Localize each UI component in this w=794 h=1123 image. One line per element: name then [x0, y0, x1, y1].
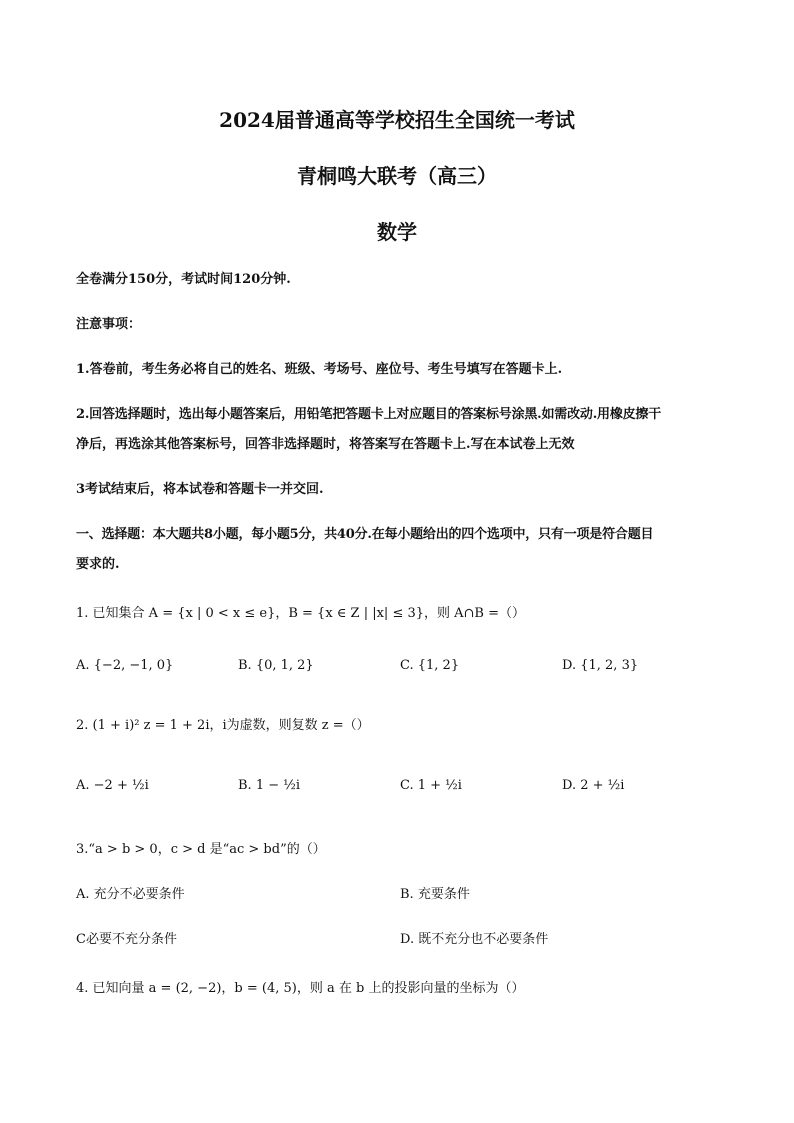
note-2-line-1: 2.回答选择题时，选出每小题答案后，用铅笔把答题卡上对应题目的答案标号涂黑.如需改动.用橡皮擦干 — [76, 407, 662, 422]
option-b: B. {0, 1, 2} — [238, 658, 314, 673]
option-b: B. 充要条件 — [400, 887, 470, 902]
section-1-line-2: 要求的. — [76, 557, 120, 572]
exam-title: 2024届普通高等学校招生全国统一考试 — [219, 108, 575, 132]
note-3: 3考试结束后，将本试卷和答题卡一并交回. — [76, 482, 324, 497]
option-a: A. {−2, −1, 0} — [76, 658, 174, 673]
option-c: C. 1 + ½i — [400, 778, 462, 793]
section-1-line-1: 一、选择题：本大题共8小题，每小题5分，共40分.在每小题给出的四个选项中，只有一项是符合题目 — [76, 527, 654, 542]
question-stem: 4. 已知向量 a = (2, −2)，b = (4, 5)，则 a 在 b 上的投影向量的坐标为（） — [76, 981, 525, 996]
note-2-line-2: 净后，再选涂其他答案标号，回答非选择题时，将答案写在答题卡上.写在本试卷上无效 — [76, 437, 575, 452]
option-d: D. {1, 2, 3} — [562, 658, 639, 673]
exam-subtitle: 青桐鸣大联考（高三） — [297, 164, 497, 188]
question-stem: 1. 已知集合 A = {x | 0 < x ≤ e}，B = {x ∈ Z | |x| ≤ 3}，则 A∩B =（） — [76, 606, 526, 621]
option-c: C必要不充分条件 — [76, 932, 177, 947]
option-a: A. 充分不必要条件 — [76, 887, 185, 902]
notes-title: 注意事项： — [76, 317, 142, 332]
question-stem: 3.“a > b > 0，c > d 是“ac > bd”的（） — [76, 842, 326, 857]
question-stem: 2. (1 + i)² z = 1 + 2i，i为虚数，则复数 z =（） — [76, 718, 370, 733]
option-d: D. 2 + ½i — [562, 778, 625, 793]
score-time-text: 全卷满分150分，考试时间120分钟. — [76, 272, 291, 287]
note-1: 1.答卷前，考生务必将自己的姓名、班级、考场号、座位号、考生号填写在答题卡上. — [76, 362, 563, 377]
option-d: D. 既不充分也不必要条件 — [400, 932, 549, 947]
option-b: B. 1 − ½i — [238, 778, 301, 793]
option-a: A. −2 + ½i — [76, 778, 149, 793]
option-c: C. {1, 2} — [400, 658, 460, 673]
subject-title: 数学 — [377, 220, 417, 244]
